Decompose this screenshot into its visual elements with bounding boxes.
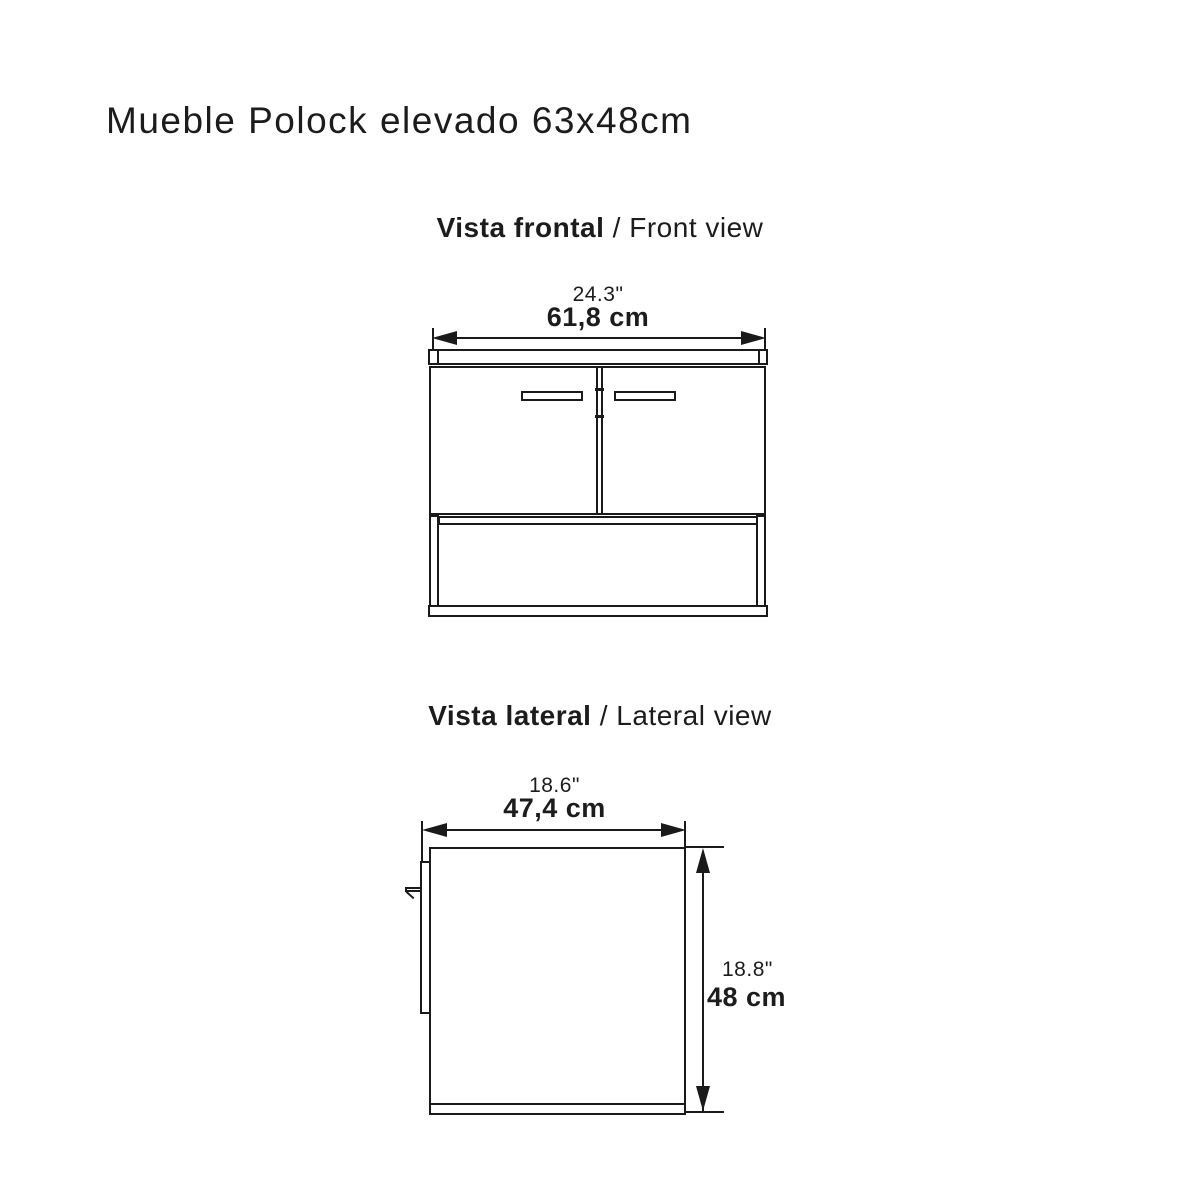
front-width-inches-label: 24.3": [572, 283, 624, 306]
front-view-heading: [0, 212, 1200, 244]
lateral-height-arrow-down-icon: [696, 1086, 710, 1111]
lateral-width-cm-label: 47,4 cm: [503, 793, 606, 823]
lateral-width-dimension-line: [426, 829, 683, 831]
lateral-height-extension-line-bottom: [686, 1111, 724, 1113]
lateral-height-inches-label: 18.8": [722, 958, 773, 981]
front-top-panel-joint-left: [437, 349, 439, 365]
front-top-panel: [428, 349, 768, 365]
lateral-width-inches-label: 18.6": [529, 774, 580, 797]
lateral-door-front-panel: [420, 861, 431, 1014]
front-bottom-panel: [428, 605, 768, 617]
front-width-dimension-line: [436, 337, 762, 339]
lateral-height-arrow-up-icon: [696, 848, 710, 873]
front-right-door-handle: [614, 391, 676, 401]
lateral-width-arrow-left-icon: [422, 823, 447, 837]
lateral-view-heading-es: Vista lateral: [428, 700, 592, 731]
front-shelf-panel: [438, 516, 758, 525]
lateral-width-arrow-right-icon: [661, 823, 686, 837]
lateral-view-heading: [0, 700, 1200, 732]
front-view-heading-en: / Front view: [604, 212, 764, 243]
front-door-divider-mark-bottom: [595, 415, 604, 418]
lateral-bottom-panel-line: [431, 1103, 684, 1105]
lateral-width-extension-line-right: [684, 821, 686, 848]
lateral-body-outline: [429, 847, 686, 1115]
front-top-panel-joint-right: [758, 349, 760, 365]
page-title: Mueble Polock elevado 63x48cm: [106, 100, 693, 141]
lateral-height-cm-label: 48 cm: [707, 982, 787, 1012]
lateral-view-heading-en: / Lateral view: [591, 700, 772, 731]
front-view-heading-es: Vista frontal: [436, 212, 605, 243]
front-width-cm-label: 61,8 cm: [546, 302, 650, 332]
front-width-arrow-right-icon: [741, 331, 766, 345]
front-side-panel-right: [756, 515, 766, 608]
lateral-height-dimension-line: [702, 851, 704, 1111]
front-door-divider-mark-top: [595, 388, 604, 391]
front-left-door-handle: [521, 391, 583, 401]
front-side-panel-left: [429, 515, 439, 608]
front-width-arrow-left-icon: [432, 331, 457, 345]
lateral-door-handle-lip: [406, 891, 415, 899]
lateral-width-extension-line-left: [421, 821, 423, 863]
